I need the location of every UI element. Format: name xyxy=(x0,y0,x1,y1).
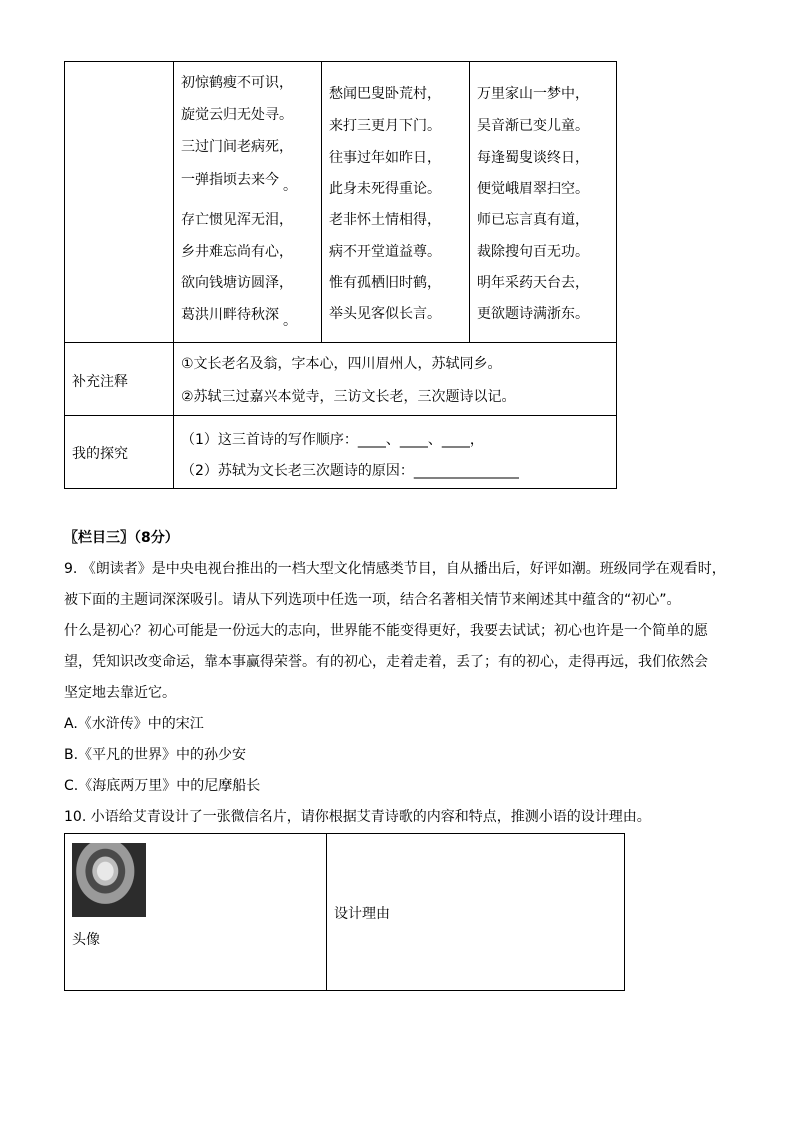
poem-line: 师已忘言真有道， xyxy=(477,212,589,228)
quote-text: 望，凭知识改变命运，靠本事赢得荣誉。有的初心，走着走着，丢了；有的初心，走得再远，我们依然会 xyxy=(64,654,708,670)
note-item: ①文长老名及翁，字本心，四川眉州人，苏轼同乡。 xyxy=(181,356,502,372)
poem-line: 旋觉云归无处寻。 xyxy=(181,107,293,123)
table-row-divider xyxy=(64,342,617,343)
question-10: 10. 小语给艾青设计了一张微信名片，请你根据艾青诗歌的内容和特点，推测小语的设计理由。 xyxy=(64,809,651,825)
poem-line-punct: 。 xyxy=(283,178,297,194)
poem-line: 万里家山一梦中， xyxy=(477,86,589,102)
table-col-divider xyxy=(173,61,174,489)
poem-line: 老非怀土情相得， xyxy=(329,212,441,228)
poem-line: 一弹指顷去来今 xyxy=(181,172,279,188)
question-text: 9. 《朗读者》是中央电视台推出的一档大型文化情感类节目，自从播出后，好评如潮。班级同学在观看时， xyxy=(64,561,726,577)
table-col-divider xyxy=(321,61,322,342)
table-border-top xyxy=(64,61,617,62)
table-row-divider xyxy=(64,415,617,416)
table-border-bottom xyxy=(64,488,617,489)
poem-line: 乡井难忘尚有心， xyxy=(181,244,293,260)
explore-label: 我的探究 xyxy=(72,446,128,462)
poem-line: 每逢蜀叟谈终日， xyxy=(477,150,589,166)
poem-line: 三过门间老病死， xyxy=(181,139,293,155)
option-c: C.《海底两万里》中的尼摩船长 xyxy=(64,778,261,794)
poem-line: 存亡惯见浑无泪， xyxy=(181,212,293,228)
table-border-right xyxy=(616,61,617,489)
explore-question: （2）苏轼为文长老三次题诗的原因：_______________ xyxy=(181,463,519,479)
avatar-label: 头像 xyxy=(72,932,100,948)
avatar-photo xyxy=(72,843,146,917)
poem-line: 便觉峨眉翠扫空。 xyxy=(477,181,589,197)
poem-line: 来打三更月下门。 xyxy=(329,118,441,134)
reason-label: 设计理由 xyxy=(334,906,390,922)
poem-line: 惟有孤栖旧时鹤， xyxy=(329,275,441,291)
notes-label: 补充注释 xyxy=(72,374,128,390)
option-b: B.《平凡的世界》中的孙少安 xyxy=(64,747,247,763)
poem-line: 愁闻巴叟卧荒村， xyxy=(329,86,441,102)
quote-text: 什么是初心？初心可能是一份远大的志向，世界能不能变得更好，我要去试试；初心也许是一个简单的愿 xyxy=(64,623,708,639)
poem-line-punct: 。 xyxy=(283,313,297,329)
poem-line: 往事过年如昨日， xyxy=(329,150,441,166)
poem-table xyxy=(64,61,617,489)
card-col-divider xyxy=(326,834,327,990)
poem-line: 吴音渐已变儿童。 xyxy=(477,118,589,134)
table-border-left xyxy=(64,61,65,489)
poem-line: 此身未死得重论。 xyxy=(329,181,441,197)
poem-line: 更欲题诗满浙东。 xyxy=(477,306,589,322)
option-a: A.《水浒传》中的宋江 xyxy=(64,716,204,732)
poem-line: 初惊鹤瘦不可识， xyxy=(181,75,293,91)
explore-question: （1）这三首诗的写作顺序：____、____、____， xyxy=(181,432,484,448)
poem-line: 葛洪川畔待秋深 xyxy=(181,307,279,323)
poem-line: 欲向钱塘访圆泽， xyxy=(181,275,293,291)
poem-line: 明年采药天台去， xyxy=(477,275,589,291)
poem-line: 裁除搜句百无功。 xyxy=(477,244,589,260)
question-text: 被下面的主题词深深吸引。请从下列选项中任选一项，结合名著相关情节来阐述其中蕴含的“初心”。 xyxy=(64,592,681,608)
section-heading: 〖栏目三〗（8分） xyxy=(64,530,179,546)
poem-line: 举头见客似长言。 xyxy=(329,306,441,322)
card-table xyxy=(64,833,625,991)
table-col-divider xyxy=(469,61,470,342)
note-item: ②苏轼三过嘉兴本觉寺，三访文长老，三次题诗以记。 xyxy=(181,389,516,405)
poem-line: 病不开堂道益尊。 xyxy=(329,244,441,260)
quote-text: 坚定地去靠近它。 xyxy=(64,685,176,701)
